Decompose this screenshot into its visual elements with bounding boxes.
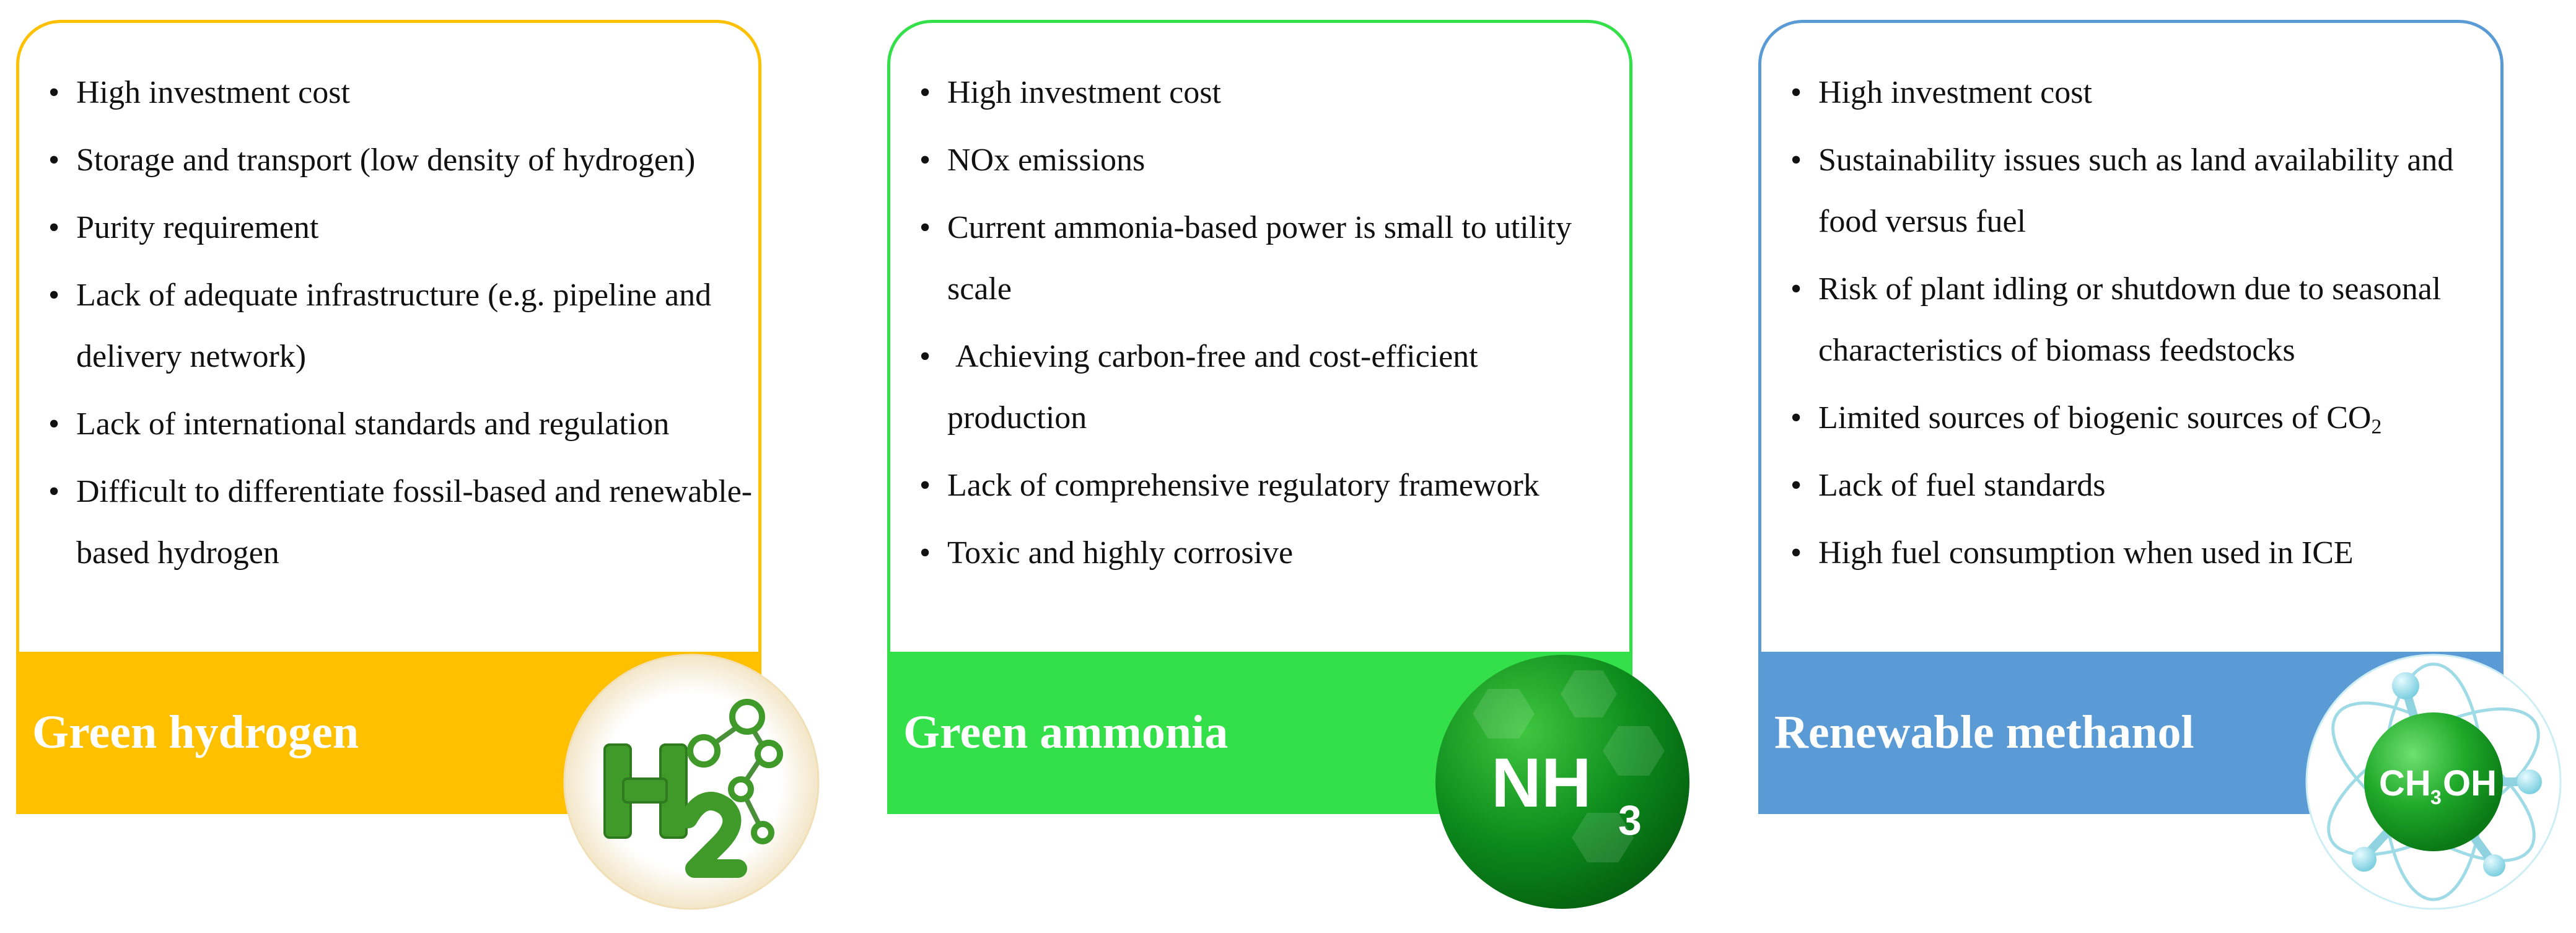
card-title: Green hydrogen [32, 706, 359, 758]
green-hydrogen-card [16, 20, 761, 817]
card-title: Green ammonia [903, 706, 1229, 758]
renewable-methanol-card [1758, 20, 2504, 817]
icon-formula-text: OH [2443, 763, 2497, 804]
challenge-list [912, 62, 1624, 590]
ch3oh-molecule-icon [2303, 652, 2564, 912]
challenge-list [41, 62, 753, 590]
list-item: • Achieving carbon-free and cost-efficient production [912, 326, 1624, 449]
list-item: • Lack of international standards and regulation [41, 393, 753, 455]
icon-formula-subscript: 3 [2430, 786, 2442, 808]
list-item: • Sustainability issues such as land availability and food versus fuel [1783, 129, 2495, 252]
list-item: • Toxic and highly corrosive [912, 522, 1624, 584]
green-ammonia-card [887, 20, 1642, 844]
co2-subscript: 2 [2371, 415, 2382, 439]
list-item: • Lack of comprehensive regulatory framework [912, 455, 1624, 516]
icon-formula-subscript: 3 [1618, 797, 1642, 844]
list-item: • Lack of fuel standards [1783, 455, 2495, 516]
list-item: • Risk of plant idling or shutdown due to seasonal characteristics of biomass feedstocks [1783, 258, 2495, 381]
list-item: • NOx emissions [912, 129, 1624, 191]
list-item: • Purity requirement [41, 197, 753, 258]
list-item [1783, 387, 2495, 449]
h2-molecule-icon [561, 652, 821, 912]
list-item-text: Limited sources of biogenic sources of CO [1818, 400, 2372, 436]
icon-formula-text: CH [2379, 763, 2431, 804]
list-item: • Storage and transport (low density of hydrogen) [41, 129, 753, 191]
list-item: • High investment cost [912, 62, 1624, 123]
card-title: Renewable methanol [1774, 706, 2194, 758]
challenge-list [1783, 62, 2495, 590]
list-item: • Difficult to differentiate fossil-based and renewable-based hydrogen [41, 461, 753, 584]
list-item: • High investment cost [1783, 62, 2495, 123]
list-item: • High fuel consumption when used in ICE [1783, 522, 2495, 584]
list-item: • Current ammonia-based power is small to utility scale [912, 197, 1624, 320]
list-item: • Lack of adequate infrastructure (e.g. pipeline and delivery network) [41, 265, 753, 387]
icon-formula-text: NH [1491, 744, 1592, 821]
nh3-sphere-icon [1432, 652, 1693, 912]
list-item: • High investment cost [41, 62, 753, 123]
